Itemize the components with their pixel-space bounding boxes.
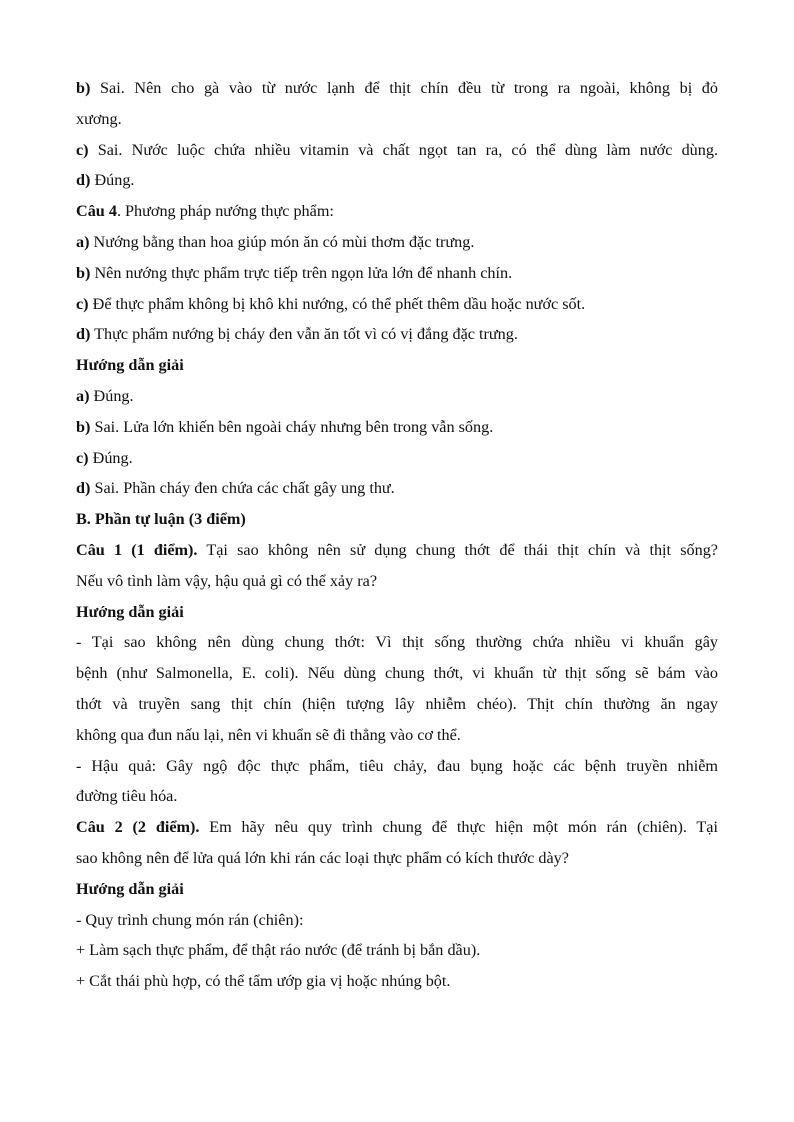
option-label: c) [76, 294, 89, 313]
line-text: Đúng. [89, 386, 134, 405]
line-text: + Làm sạch thực phẩm, để thật ráo nước (để tránh bị bắn dầu). [76, 941, 481, 960]
text-line [76, 319, 718, 350]
option-label: d) [76, 325, 91, 344]
text-line [76, 135, 718, 166]
text-line [76, 781, 718, 812]
text-line [76, 720, 718, 751]
answer-label: b) [76, 79, 91, 97]
text-line [76, 566, 718, 597]
line-text: Sai. Nước luộc chứa nhiều vitamin và chất ngọt tan ra, có thể dùng làm nước dùng. [88, 140, 718, 159]
line-text: Tại sao không nên sử dụng chung thớt để thái thịt chín và thịt sống? [197, 540, 718, 559]
line-text: Sai. Lửa lớn khiến bên ngoài cháy nhưng bên trong vẫn sống. [90, 417, 494, 436]
text-line [76, 412, 718, 443]
line-text: đường tiêu hóa. [76, 787, 178, 806]
line-text: + Cắt thái phù hợp, có thể tẩm ướp gia vị hoặc nhúng bột. [76, 972, 451, 991]
answer-label: d) [76, 171, 91, 190]
text-line [76, 381, 718, 412]
line-text: . Phương pháp nướng thực phẩm: [116, 202, 334, 221]
text-line [76, 104, 718, 135]
line-text: Nướng bằng than hoa giúp món ăn có mùi thơm đặc trưng. [89, 232, 475, 251]
line-text: Để thực phẩm không bị khô khi nướng, có thể phết thêm dầu hoặc nước sốt. [88, 294, 586, 313]
text-line [76, 843, 718, 874]
text-line [76, 905, 718, 936]
question-label: Câu 2 (2 điểm). [76, 818, 200, 837]
text-line [76, 289, 718, 320]
text-line [76, 73, 718, 104]
text-line [76, 658, 718, 689]
line-text: thớt và truyền sang thịt chín (hiện tượng lây nhiễm chéo). Thịt chín thường ăn ngay [76, 694, 718, 713]
text-line [76, 935, 718, 966]
text-line [76, 966, 718, 997]
answer-label: a) [76, 386, 90, 405]
text-line [76, 627, 718, 658]
line-text: - Tại sao không nên dùng chung thớt: Vì thịt sống thường chứa nhiều vi khuẩn gây [76, 633, 718, 652]
solution-heading: Hướng dẫn giải [76, 356, 184, 375]
text-line [76, 689, 718, 720]
line-text: Sai. Phần cháy đen chứa các chất gây ung thư. [90, 479, 395, 498]
line-text: không qua đun nấu lại, nên vi khuẩn sẽ đi thẳng vào cơ thể. [76, 725, 461, 744]
question-heading [76, 535, 718, 566]
text-line [76, 473, 718, 504]
answer-label: b) [76, 417, 91, 436]
line-text: Em hãy nêu quy trình chung để thực hiện một món rán (chiên). Tại [199, 818, 718, 837]
line-text: Đúng. [90, 171, 135, 190]
question-label: Câu 4 [76, 202, 117, 221]
line-text: sao không nên để lửa quá lớn khi rán các loại thực phẩm có kích thước dày? [76, 848, 569, 867]
option-label: b) [76, 263, 91, 282]
line-text: Sai. Nên cho gà vào từ nước lạnh để thịt chín đều từ trong ra ngoài, không bị đỏ [90, 79, 718, 97]
answer-label: c) [76, 448, 89, 467]
question-heading [76, 196, 718, 227]
line-text: Đúng. [88, 448, 133, 467]
line-text: xương. [76, 109, 122, 128]
line-text: bệnh (như Salmonella, E. coli). Nếu dùng chung thớt, vi khuẩn từ thịt sống sẽ bám vào [76, 664, 718, 683]
section-heading: B. Phần tự luận (3 điểm) [76, 510, 246, 529]
line-text: Nên nướng thực phẩm trực tiếp trên ngọn lửa lớn để nhanh chín. [90, 263, 513, 282]
line-text: Nếu vô tình làm vậy, hậu quả gì có thể xảy ra? [76, 571, 378, 590]
line-text: - Hậu quả: Gây ngộ độc thực phẩm, tiêu chảy, đau bụng hoặc các bệnh truyền nhiễm [76, 756, 718, 775]
option-label: a) [76, 232, 90, 251]
text-line [76, 227, 718, 258]
line-text: Thực phẩm nướng bị cháy đen vẫn ăn tốt vì có vị đắng đặc trưng. [90, 325, 518, 344]
solution-heading: Hướng dẫn giải [76, 602, 184, 621]
text-line [76, 258, 718, 289]
question-heading [76, 812, 718, 843]
text-line [76, 165, 718, 196]
answer-label: d) [76, 479, 91, 498]
line-text: - Quy trình chung món rán (chiên): [76, 910, 304, 929]
answer-label: c) [76, 140, 89, 159]
question-label: Câu 1 (1 điểm). [76, 540, 198, 559]
text-line [76, 443, 718, 474]
document-page [76, 73, 718, 997]
text-line [76, 751, 718, 782]
solution-heading: Hướng dẫn giải [76, 879, 184, 898]
